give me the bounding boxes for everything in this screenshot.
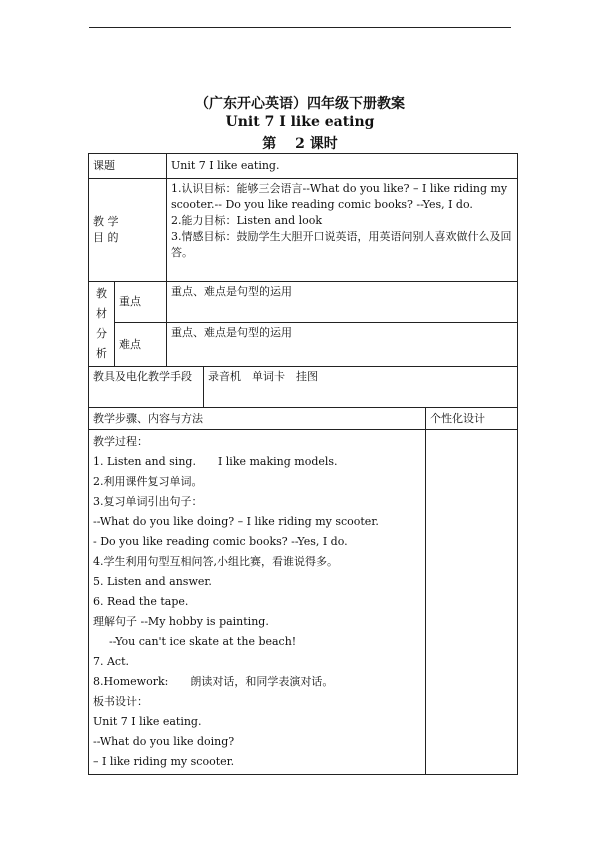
goals-label-text: 教 学 目 的 — [93, 215, 119, 244]
process-step-5: 5. Listen and answer. — [93, 575, 212, 588]
goals-content — [167, 179, 518, 282]
difficult-point-row — [89, 323, 518, 367]
process-step-7: 7. Act. — [93, 655, 130, 668]
goal-line-1: 1.认识目标：能够三会语言--What do you like? – I like riding my — [171, 182, 508, 195]
board-line-1: Unit 7 I like eating. — [93, 715, 202, 728]
process-step-4: 4.学生利用句型互相问答,小组比赛，看谁说得多。 — [93, 555, 338, 568]
tools-row — [89, 367, 518, 408]
key-point-row — [89, 282, 518, 323]
process-step-2: 2.利用课件复习单词。 — [93, 475, 203, 488]
goal-line-2: scooter.-- Do you like reading comic books? --Yes, I do. — [171, 198, 473, 211]
process-step-8 — [93, 672, 421, 692]
key-point-label: 重点 — [115, 282, 167, 323]
homework-label: 8.Homework: — [93, 675, 169, 688]
step-1-song: I like making models. — [217, 455, 338, 468]
process-intro: 教学过程： — [93, 435, 148, 448]
lesson-plan-table — [88, 153, 518, 775]
steps-header-row — [89, 408, 518, 430]
tools-value: 录音机 单词卡 挂图 — [204, 367, 518, 408]
difficult-point-label: 难点 — [115, 323, 167, 367]
tools-label: 教具及电化教学手段 — [89, 367, 204, 408]
step-1-text: 1. Listen and sing. — [93, 455, 196, 468]
material-analysis-label — [89, 282, 115, 367]
board-line-3: – I like riding my scooter. — [93, 755, 235, 768]
homework-text: 朗读对话，和同学表演对话。 — [190, 675, 334, 688]
difficult-point-value: 重点、难点是句型的运用 — [167, 323, 518, 367]
process-step-6: 6. Read the tape. — [93, 595, 189, 608]
process-question-2: - Do you like reading comic books? --Yes, I do. — [93, 535, 348, 548]
header-rule — [89, 27, 511, 28]
key-point-value: 重点、难点是句型的运用 — [167, 282, 518, 323]
goal-line-4: 3.情感目标：鼓励学生大胆开口说英语，用英语问别人喜欢做什么及回答。 — [171, 230, 512, 259]
topic-value: Unit 7 I like eating. — [167, 154, 518, 179]
process-question-1: --What do you like doing? – I like riding my scooter. — [93, 515, 379, 528]
topic-label: 课题 — [89, 154, 167, 179]
unit-title: Unit 7 I like eating — [225, 114, 375, 130]
topic-row — [89, 154, 518, 179]
doc-title: （广东开心英语）四年级下册教案 — [195, 96, 405, 112]
process-ice-skate: --You can't ice skate at the beach! — [109, 635, 297, 648]
process-step-1 — [93, 452, 421, 472]
material-analysis-text: 教 材 分 析 — [96, 287, 107, 360]
lesson-number: 第 2 课时 — [262, 136, 338, 152]
goals-label — [89, 179, 167, 282]
process-content — [89, 430, 426, 775]
goals-row — [89, 179, 518, 282]
board-design-label: 板书设计： — [93, 695, 148, 708]
personal-design-header: 个性化设计 — [426, 408, 518, 430]
goal-line-3: 2.能力目标：Listen and look — [171, 214, 323, 227]
process-row — [89, 430, 518, 775]
steps-header: 教学步骤、内容与方法 — [89, 408, 426, 430]
process-step-3: 3.复习单词引出句子： — [93, 495, 203, 508]
process-understand: 理解句子 --My hobby is painting. — [93, 615, 269, 628]
board-line-2: --What do you like doing? — [93, 735, 235, 748]
personal-design-cell — [426, 430, 518, 775]
